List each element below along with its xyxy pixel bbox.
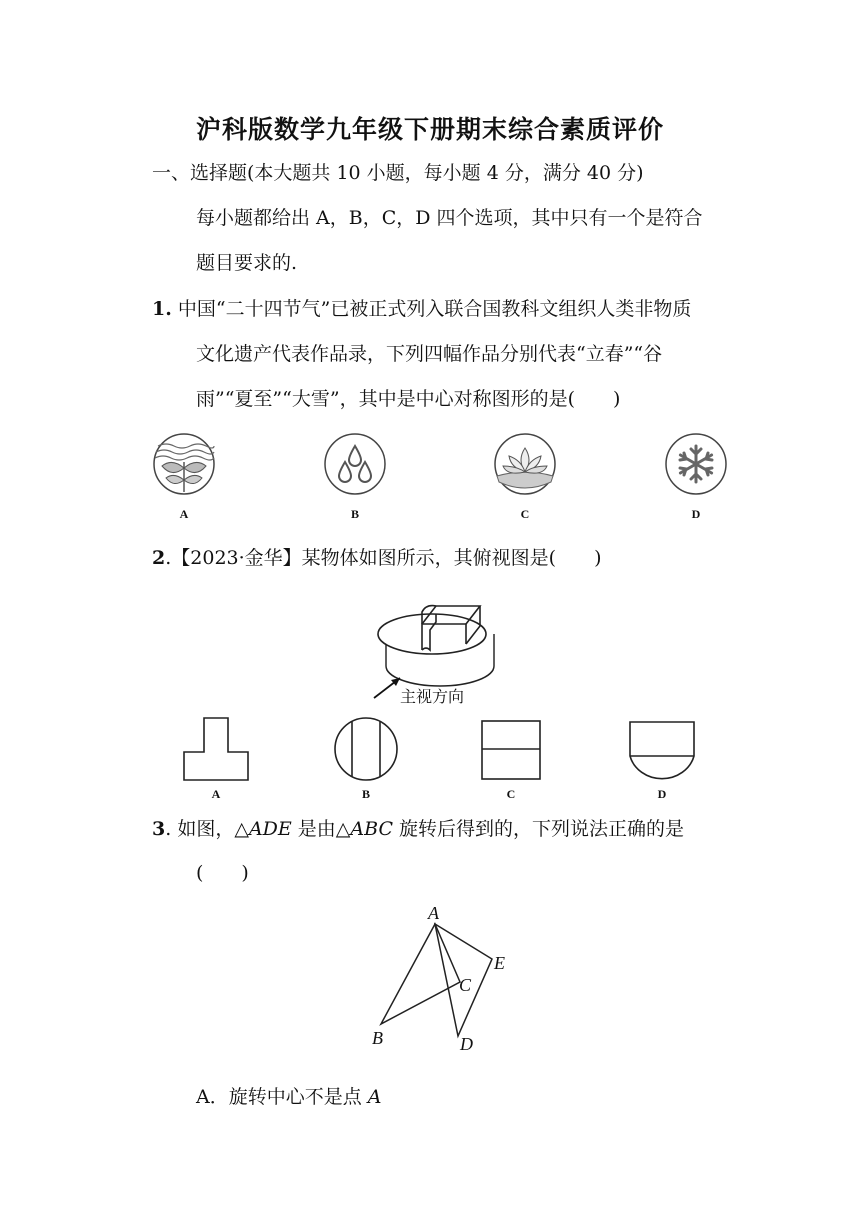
- instruction-line-1: 每小题都给出 A，B，C，D 四个选项，其中只有一个是符合: [196, 207, 703, 229]
- q2-option-c-figure: [481, 720, 543, 782]
- q1-option-c-label: C: [520, 507, 530, 521]
- q3-option-a-point: A: [367, 1086, 382, 1108]
- q2-option-d-label: D: [657, 787, 667, 801]
- q1-number: 1.: [152, 298, 172, 320]
- q1-option-c-figure: [493, 432, 557, 496]
- q3-text-b: 是由△: [291, 818, 351, 840]
- page-title: 沪科版数学九年级下册期末综合素质评价: [195, 115, 664, 144]
- q3-number: 3: [152, 818, 166, 840]
- q2-number: 2: [152, 547, 166, 569]
- q3-triangle-figure: [360, 900, 530, 1060]
- instruction-line-2: 题目要求的.: [196, 252, 298, 274]
- q1-option-b-label: B: [350, 507, 359, 521]
- q2-option-b-label: B: [361, 787, 370, 801]
- q1-line-2: 文化遗产代表作品录，下列四幅作品分别代表“立春”“谷: [196, 343, 663, 365]
- q3-triangle-abc: ABC: [350, 818, 393, 840]
- q2-line: [152, 545, 602, 571]
- q3-option-a-text: A．旋转中心不是点: [196, 1086, 368, 1108]
- q2-text: .【2023·金华】某物体如图所示，其俯视图是( ): [165, 547, 602, 569]
- q3-text-c: 旋转后得到的，下列说法正确的是: [393, 818, 685, 840]
- q1-line-3: 雨”“夏至”“大雪”，其中是中心对称图形的是( ): [196, 388, 621, 410]
- point-c-label: C: [459, 975, 472, 995]
- q2-view-caption: 主视方向: [400, 687, 465, 706]
- section-heading: 一、选择题(本大题共 10 小题，每小题 4 分，满分 40 分): [152, 162, 644, 184]
- q1-option-d-figure: [664, 432, 728, 496]
- q3-line-1: [152, 816, 684, 842]
- q1-text-1: 中国“二十四节气”已被正式列入联合国教科文组织人类非物质: [177, 298, 692, 320]
- point-e-label: E: [494, 953, 505, 973]
- q1-option-d-label: D: [691, 507, 701, 521]
- q3-text-a: . 如图，△: [165, 818, 249, 840]
- q1-option-a-label: A: [179, 507, 189, 521]
- point-b-label: B: [372, 1028, 383, 1048]
- q3-triangle-ade: ADE: [248, 818, 292, 840]
- q2-option-d-figure: [628, 720, 698, 784]
- q3-line-2: ( ): [196, 862, 249, 884]
- q2-option-a-figure: [182, 716, 250, 782]
- q1-option-b-figure: [323, 432, 387, 496]
- q2-option-c-label: C: [506, 787, 516, 801]
- point-a-label: A: [428, 903, 439, 923]
- q3-option-a: [196, 1084, 382, 1110]
- q2-option-b-figure: [332, 716, 400, 782]
- point-d-label: D: [460, 1034, 473, 1054]
- q1-option-a-figure: [152, 432, 216, 496]
- q2-option-a-label: A: [211, 787, 221, 801]
- q1-line-1: [152, 296, 691, 322]
